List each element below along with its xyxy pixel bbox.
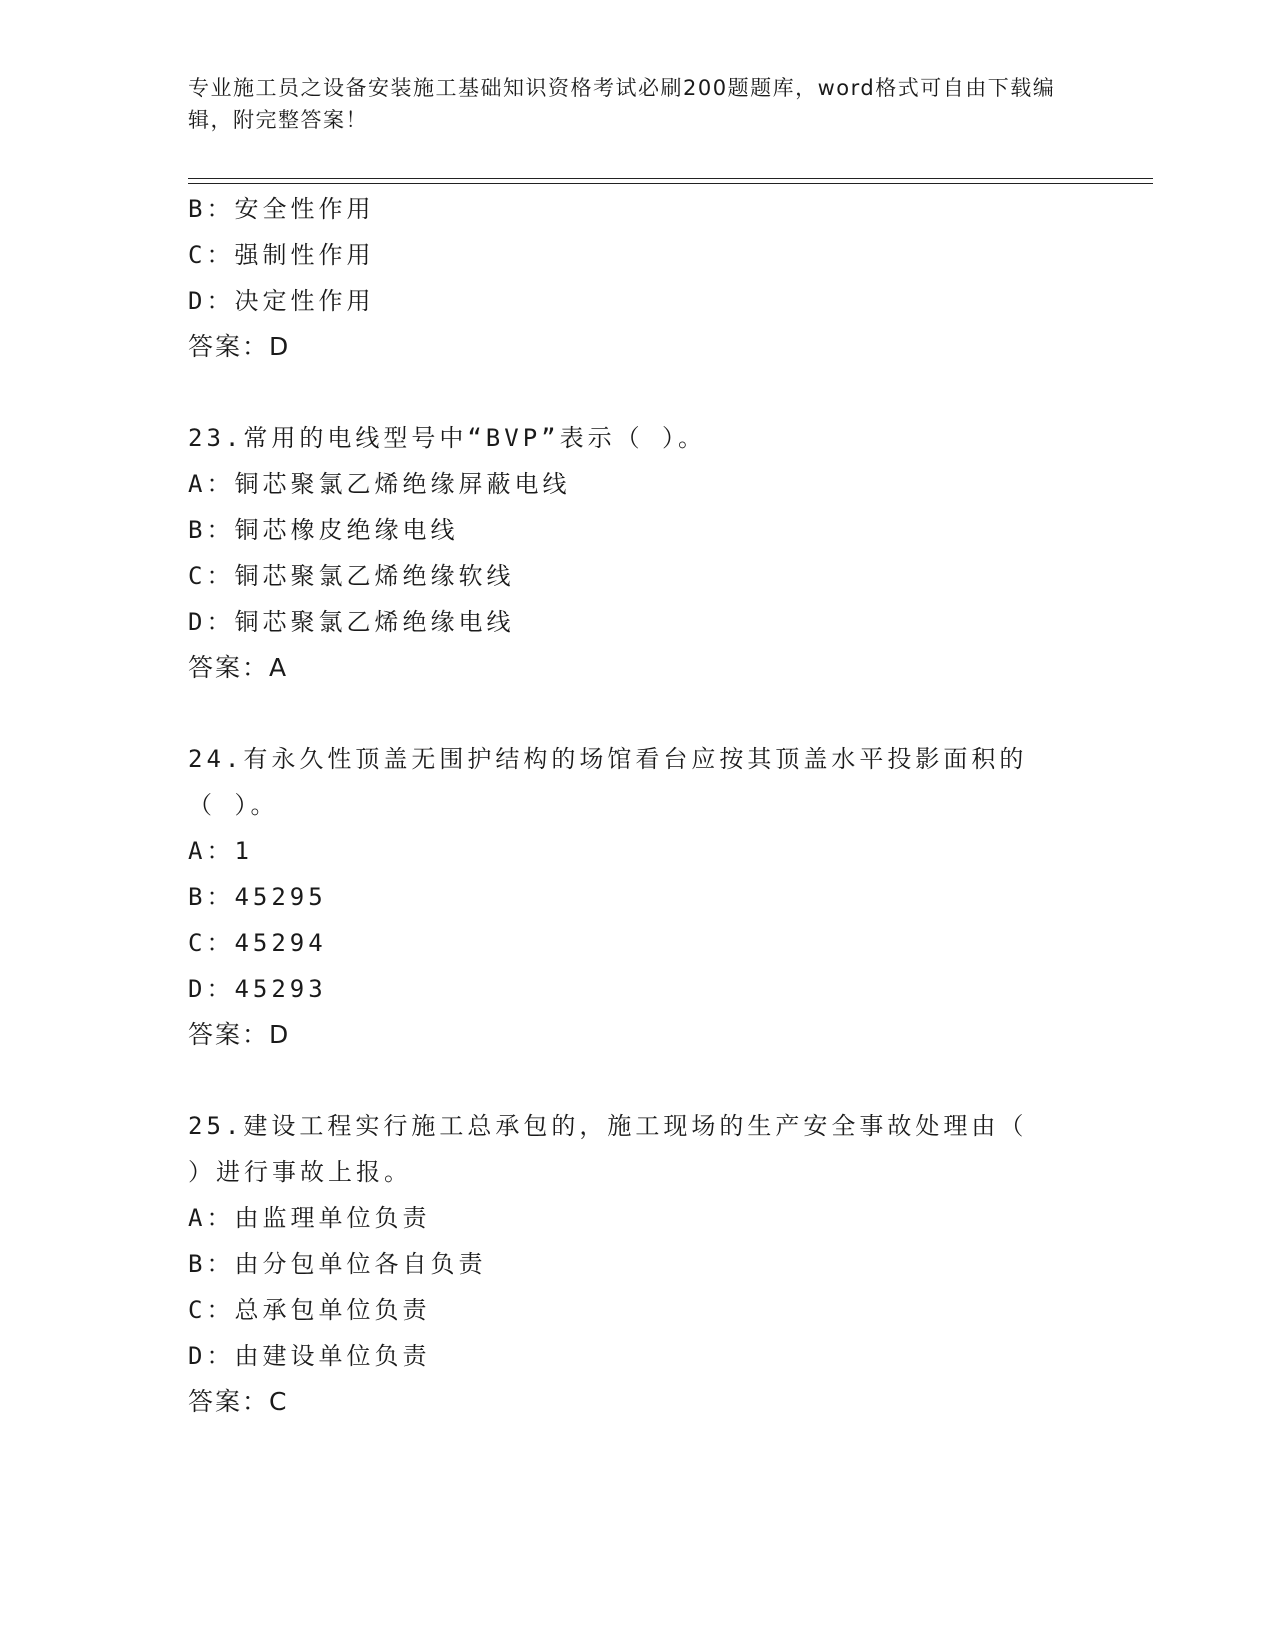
question-text: 25.建设工程实行施工总承包的，施工现场的生产安全事故处理由（ ）进行事故上报。 (188, 1112, 1028, 1186)
question-list (188, 186, 1088, 1425)
option-c: C：强制性作用 (188, 241, 375, 269)
option-b: B：安全性作用 (188, 195, 375, 223)
option-a: A：铜芯聚氯乙烯绝缘屏蔽电线 (188, 470, 571, 498)
option-d: D：铜芯聚氯乙烯绝缘电线 (188, 608, 515, 636)
answer-line: 答案：D (188, 332, 291, 361)
option-b: B：45295 (188, 883, 327, 911)
question-block (188, 186, 1088, 370)
question-block (188, 415, 1088, 691)
option-a: A：1 (188, 837, 253, 865)
option-d: D：由建设单位负责 (188, 1342, 431, 1370)
header-divider-top (188, 178, 1153, 179)
option-c: C：总承包单位负责 (188, 1296, 431, 1324)
question-block (188, 736, 1088, 1058)
option-c: C：铜芯聚氯乙烯绝缘软线 (188, 562, 515, 590)
option-b: B：铜芯橡皮绝缘电线 (188, 516, 459, 544)
option-c: C：45294 (188, 929, 327, 957)
question-text: 23.常用的电线型号中“BVP”表示（ ）。 (188, 424, 707, 452)
header-divider-bottom (188, 183, 1153, 184)
question-block (188, 1103, 1088, 1425)
option-b: B：由分包单位各自负责 (188, 1250, 487, 1278)
question-text: 24.有永久性顶盖无围护结构的场馆看台应按其顶盖水平投影面积的（ ）。 (188, 745, 1028, 819)
option-d: D：决定性作用 (188, 287, 375, 315)
document-header: 专业施工员之设备安装施工基础知识资格考试必刷200题题库，word格式可自由下载编辑，附完整答案！ (188, 76, 1056, 132)
answer-line: 答案：C (188, 1387, 289, 1416)
option-a: A：由监理单位负责 (188, 1204, 431, 1232)
option-d: D：45293 (188, 975, 327, 1003)
answer-line: 答案：D (188, 1020, 291, 1049)
answer-line: 答案：A (188, 653, 289, 682)
